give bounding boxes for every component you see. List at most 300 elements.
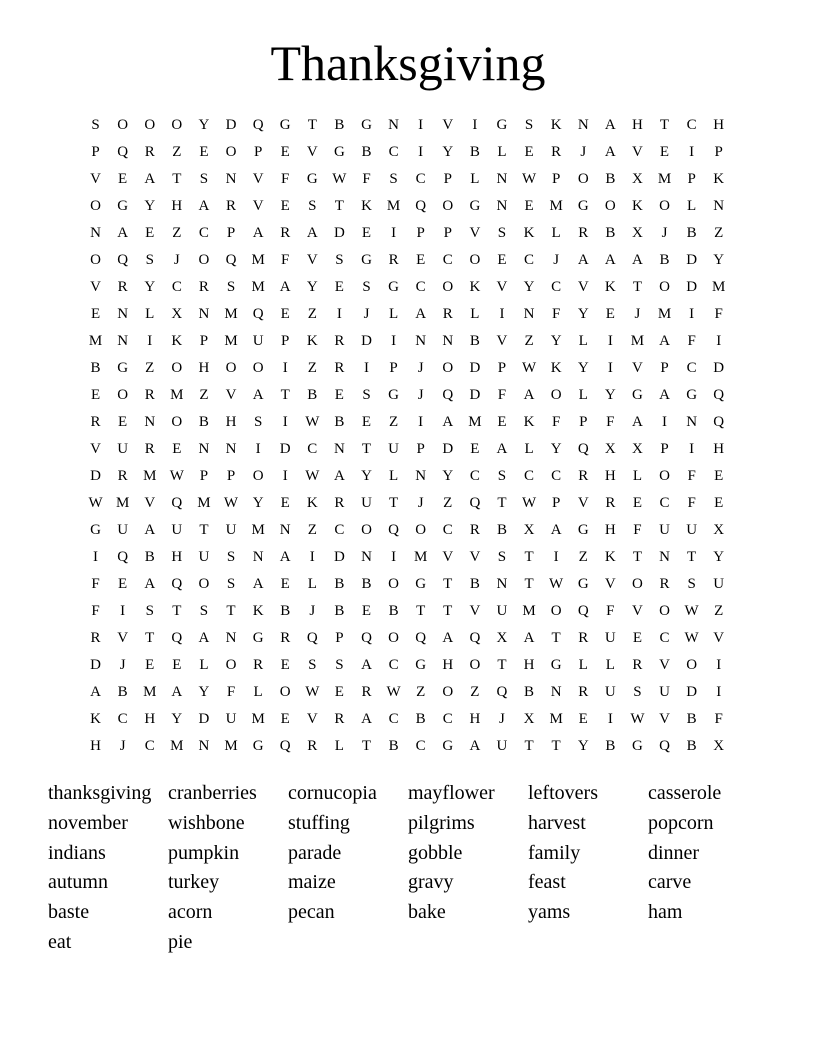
word-list [48, 778, 768, 957]
grid-letter: D [90, 468, 101, 484]
grid-letter: E [497, 414, 507, 430]
grid-letter: Z [416, 684, 426, 700]
grid-letter: C [334, 522, 345, 538]
grid-letter: D [686, 684, 698, 700]
grid-letter: U [225, 711, 237, 727]
grid-letter: V [442, 117, 454, 133]
grid-letter: X [523, 711, 535, 727]
grid-letter: S [335, 657, 344, 673]
grid-letter: E [118, 576, 128, 592]
grid-letter: O [252, 468, 264, 484]
grid-letter: J [417, 495, 424, 511]
grid-letter: Y [252, 495, 264, 511]
grid-letter: E [334, 684, 344, 700]
grid-letter: N [686, 414, 698, 430]
grid-letter: P [443, 171, 452, 187]
grid-letter: Q [279, 738, 291, 754]
grid-letter: R [144, 387, 155, 403]
grid-letter: J [499, 711, 505, 727]
grid-letter: J [580, 144, 587, 160]
grid-letter: M [224, 738, 238, 754]
grid-letter: L [307, 576, 317, 592]
grid-letter: Q [361, 630, 372, 646]
grid-letter: A [144, 576, 156, 592]
grid-letter: C [415, 738, 426, 754]
grid-letter: A [523, 630, 535, 646]
grid-letter: A [144, 522, 156, 538]
grid-letter: O [388, 630, 399, 646]
grid-letter: P [416, 225, 425, 241]
grid-letter: I [93, 549, 99, 565]
grid-letter: C [659, 630, 670, 646]
grid-letter: P [253, 144, 263, 160]
grid-letter: R [90, 630, 101, 646]
grid-letter: A [632, 252, 643, 268]
grid-letter: D [198, 711, 210, 727]
grid-letter: M [143, 684, 157, 700]
grid-row [82, 409, 732, 436]
grid-letter: A [117, 225, 129, 241]
grid-letter: V [90, 279, 101, 295]
grid-letter: V [90, 171, 101, 187]
grid-row [82, 274, 732, 301]
grid-letter: A [577, 252, 589, 268]
grid-letter: X [713, 522, 725, 538]
grid-letter: E [280, 306, 290, 322]
grid-letter: V [117, 630, 129, 646]
grid-letter: N [577, 117, 589, 133]
grid-letter: N [117, 333, 129, 349]
grid-letter: B [361, 576, 372, 592]
grid-letter: O [252, 360, 264, 376]
grid-letter: H [198, 360, 210, 376]
grid-letter: P [416, 441, 425, 457]
grid-letter: E [361, 414, 372, 430]
grid-letter: V [632, 144, 643, 160]
grid-letter: F [281, 252, 290, 268]
grid-letter: L [524, 441, 534, 457]
grid-letter: L [388, 306, 399, 322]
grid-letter: C [686, 117, 697, 133]
grid-row [82, 679, 732, 706]
grid-letter: G [333, 144, 345, 160]
grid-letter: Z [578, 549, 588, 565]
grid-letter: Y [577, 306, 589, 322]
grid-letter: P [335, 630, 344, 646]
word-list-item: autumn [48, 871, 108, 894]
grid-letter: I [391, 225, 397, 241]
grid-letter: I [716, 333, 722, 349]
grid-letter: M [251, 711, 265, 727]
grid-letter: E [334, 279, 344, 295]
grid-letter: A [252, 387, 264, 403]
grid-letter: V [496, 279, 508, 295]
word-list-item: feast [528, 871, 566, 894]
grid-letter: U [361, 495, 372, 511]
grid-letter: V [604, 576, 616, 592]
grid-letter: G [577, 198, 589, 214]
grid-letter: R [280, 630, 291, 646]
grid-letter: G [388, 387, 399, 403]
grid-letter: K [469, 279, 481, 295]
grid-letter: M [549, 711, 563, 727]
grid-row [82, 382, 732, 409]
grid-letter: N [415, 333, 427, 349]
grid-letter: X [604, 441, 616, 457]
grid-letter: D [442, 441, 454, 457]
grid-letter: T [524, 738, 534, 754]
grid-letter: N [198, 306, 210, 322]
grid-letter: F [714, 711, 723, 727]
grid-letter: Q [659, 738, 670, 754]
grid-letter: B [659, 252, 670, 268]
grid-letter: X [496, 630, 508, 646]
grid-letter: Q [469, 630, 481, 646]
grid-letter: E [714, 495, 724, 511]
grid-letter: D [333, 549, 345, 565]
grid-letter: V [577, 495, 589, 511]
grid-letter: K [550, 117, 562, 133]
grid-letter: A [632, 414, 643, 430]
grid-letter: A [604, 144, 616, 160]
grid-letter: E [118, 171, 128, 187]
grid-letter: B [605, 171, 616, 187]
grid-letter: X [713, 738, 725, 754]
grid-letter: E [280, 576, 290, 592]
grid-letter: E [280, 198, 290, 214]
grid-letter: D [686, 252, 698, 268]
grid-letter: M [115, 495, 130, 511]
grid-letter: P [714, 144, 723, 160]
grid-letter: L [199, 657, 209, 673]
grid-letter: E [605, 306, 615, 322]
grid-letter: Z [145, 360, 155, 376]
grid-letter: D [713, 360, 725, 376]
word-list-item: parade [288, 841, 342, 864]
grid-letter: M [224, 306, 238, 322]
grid-letter: N [550, 684, 562, 700]
grid-letter: T [172, 171, 182, 187]
grid-letter: P [660, 441, 669, 457]
grid-letter: L [470, 171, 480, 187]
grid-letter: I [282, 468, 288, 484]
grid-letter: N [225, 171, 237, 187]
grid-letter: B [388, 738, 399, 754]
grid-letter: B [307, 387, 318, 403]
grid-letter: Q [577, 603, 589, 619]
grid-letter: E [172, 441, 182, 457]
grid-letter: M [522, 603, 536, 619]
word-list-item: pumpkin [168, 841, 240, 864]
grid-letter: O [550, 603, 562, 619]
grid-letter: X [171, 306, 183, 322]
grid-letter: B [469, 333, 480, 349]
grid-letter: F [633, 522, 642, 538]
word-list-item: baste [48, 901, 90, 924]
grid-letter: I [716, 684, 722, 700]
grid-letter: G [361, 117, 372, 133]
grid-letter: S [497, 549, 507, 565]
grid-letter: K [632, 198, 643, 214]
grid-letter: U [604, 630, 616, 646]
grid-letter: Y [550, 333, 562, 349]
grid-letter: A [659, 387, 670, 403]
grid-letter: J [634, 306, 641, 322]
grid-letter: Y [577, 738, 589, 754]
grid-letter: N [415, 468, 427, 484]
grid-letter: Q [225, 252, 237, 268]
grid-letter: J [173, 252, 180, 268]
grid-letter: N [496, 576, 508, 592]
grid-letter: H [469, 711, 481, 727]
grid-letter: T [388, 495, 399, 511]
grid-letter: T [524, 549, 534, 565]
grid-letter: X [632, 171, 643, 187]
grid-letter: V [469, 549, 481, 565]
grid-letter: B [469, 144, 480, 160]
grid-letter: A [333, 468, 345, 484]
grid-letter: E [632, 495, 642, 511]
grid-letter: I [689, 144, 695, 160]
grid-letter: M [468, 414, 482, 430]
grid-letter: B [334, 117, 345, 133]
grid-letter: E [470, 441, 480, 457]
grid-letter: X [632, 225, 643, 241]
grid-letter: Z [470, 684, 480, 700]
grid-letter: N [198, 738, 210, 754]
grid-letter: A [252, 225, 264, 241]
grid-letter: T [416, 603, 426, 619]
grid-letter: E [361, 603, 372, 619]
grid-letter: F [91, 576, 100, 592]
grid-letter: S [362, 279, 371, 295]
grid-letter: H [604, 468, 616, 484]
grid-letter: O [415, 522, 427, 538]
grid-letter: F [226, 684, 236, 700]
grid-letter: Z [524, 333, 534, 349]
word-list-item: maize [288, 871, 336, 894]
grid-letter: C [415, 279, 426, 295]
grid-letter: U [252, 333, 264, 349]
grid-letter: A [90, 684, 101, 700]
grid-letter: Q [306, 630, 318, 646]
grid-letter: K [523, 414, 535, 430]
grid-letter: U [713, 576, 725, 592]
grid-letter: Q [496, 684, 508, 700]
grid-letter: Z [714, 603, 724, 619]
grid-letter: T [551, 630, 561, 646]
grid-letter: O [442, 684, 454, 700]
grid-letter: O [469, 657, 481, 673]
grid-letter: F [606, 414, 615, 430]
grid-letter: C [686, 360, 697, 376]
grid-letter: R [334, 711, 345, 727]
grid-letter: E [714, 468, 724, 484]
grid-letter: U [496, 603, 508, 619]
grid-letter: Z [172, 225, 182, 241]
grid-letter: T [551, 738, 561, 754]
grid-letter: A [252, 576, 264, 592]
grid-letter: E [659, 144, 670, 160]
grid-letter: Y [577, 360, 589, 376]
grid-row [82, 355, 732, 382]
grid-row [82, 436, 732, 463]
grid-letter: P [497, 360, 507, 376]
grid-letter: D [686, 279, 698, 295]
grid-letter: C [117, 711, 128, 727]
grid-letter: L [145, 306, 155, 322]
grid-letter: X [632, 441, 643, 457]
grid-letter: F [606, 603, 615, 619]
grid-letter: F [551, 414, 561, 430]
grid-letter: I [363, 360, 369, 376]
grid-letter: L [388, 468, 399, 484]
grid-letter: I [607, 333, 613, 349]
grid-letter: J [417, 387, 424, 403]
grid-letter: W [521, 360, 537, 376]
grid-letter: I [336, 306, 342, 322]
grid-letter: M [224, 333, 238, 349]
grid-letter: R [388, 252, 399, 268]
grid-letter: T [307, 117, 317, 133]
grid-letter: A [198, 630, 210, 646]
grid-letter: E [578, 711, 588, 727]
grid-letter: B [686, 738, 697, 754]
word-list-item: gobble [408, 841, 463, 864]
word-list-item: wishbone [168, 811, 245, 834]
grid-letter: A [604, 252, 616, 268]
grid-letter: T [443, 603, 453, 619]
grid-letter: O [686, 657, 698, 673]
grid-letter: A [306, 225, 318, 241]
grid-letter: P [199, 468, 209, 484]
grid-letter: G [632, 738, 643, 754]
word-list-item: harvest [528, 811, 586, 834]
grid-letter: B [90, 360, 101, 376]
grid-letter: T [226, 603, 236, 619]
grid-letter: N [252, 549, 264, 565]
grid-letter: O [198, 252, 210, 268]
grid-letter: S [226, 576, 236, 592]
grid-letter: M [251, 279, 265, 295]
grid-letter: O [442, 279, 454, 295]
grid-letter: R [334, 360, 345, 376]
grid-letter: A [279, 279, 291, 295]
grid-letter: N [496, 171, 508, 187]
grid-letter: I [607, 360, 613, 376]
grid-letter: I [309, 549, 315, 565]
grid-letter: O [659, 603, 670, 619]
grid-letter: I [120, 603, 126, 619]
grid-letter: O [632, 576, 643, 592]
grid-letter: O [198, 576, 210, 592]
grid-letter: I [418, 144, 424, 160]
grid-letter: F [687, 495, 696, 511]
grid-letter: Z [199, 387, 209, 403]
grid-letter: M [386, 198, 401, 214]
grid-letter: B [469, 576, 480, 592]
grid-letter: N [117, 306, 129, 322]
grid-letter: P [226, 225, 236, 241]
grid-letter: M [657, 306, 672, 322]
grid-letter: V [252, 198, 264, 214]
grid-letter: J [553, 252, 560, 268]
grid-row [82, 571, 732, 598]
grid-letter: V [632, 603, 643, 619]
grid-row [82, 139, 732, 166]
grid-letter: Y [442, 144, 454, 160]
grid-letter: D [333, 225, 345, 241]
grid-row [82, 247, 732, 274]
grid-letter: K [604, 549, 616, 565]
grid-letter: W [549, 576, 564, 592]
grid-letter: O [90, 252, 101, 268]
grid-letter: J [661, 225, 668, 241]
grid-letter: Q [117, 549, 129, 565]
grid-letter: E [280, 711, 290, 727]
grid-letter: O [225, 657, 237, 673]
grid-letter: Q [469, 495, 481, 511]
grid-letter: C [551, 279, 562, 295]
grid-row [82, 517, 732, 544]
grid-letter: I [553, 549, 559, 565]
grid-letter: E [524, 198, 534, 214]
grid-letter: U [117, 441, 129, 457]
grid-letter: Y [550, 441, 562, 457]
grid-letter: O [225, 360, 237, 376]
grid-letter: U [171, 522, 183, 538]
grid-letter: Y [198, 684, 210, 700]
grid-letter: W [332, 171, 347, 187]
grid-letter: Q [442, 387, 454, 403]
word-list-item: indians [48, 841, 106, 864]
grid-letter: G [415, 576, 427, 592]
grid-letter: O [659, 468, 670, 484]
grid-letter: J [119, 657, 126, 673]
grid-letter: B [524, 684, 535, 700]
grid-letter: G [577, 522, 589, 538]
grid-letter: P [579, 414, 588, 430]
grid-letter: N [659, 549, 670, 565]
grid-letter: H [604, 522, 616, 538]
grid-letter: V [225, 387, 237, 403]
grid-row [82, 220, 732, 247]
grid-letter: V [469, 603, 481, 619]
grid-letter: U [659, 522, 670, 538]
grid-letter: Y [198, 117, 210, 133]
grid-letter: S [308, 198, 317, 214]
grid-letter: T [632, 279, 642, 295]
grid-letter: Z [172, 144, 182, 160]
grid-letter: B [334, 603, 345, 619]
grid-letter: W [305, 414, 320, 430]
grid-letter: N [523, 306, 535, 322]
grid-letter: T [497, 657, 507, 673]
grid-letter: O [659, 279, 670, 295]
grid-letter: W [521, 171, 537, 187]
grid-letter: Q [117, 144, 129, 160]
grid-letter: P [91, 144, 100, 160]
grid-letter: G [469, 198, 481, 214]
grid-letter: G [577, 576, 589, 592]
grid-letter: J [309, 603, 316, 619]
grid-letter: T [199, 522, 209, 538]
grid-letter: O [550, 387, 562, 403]
grid-letter: R [469, 522, 480, 538]
grid-letter: N [198, 441, 210, 457]
grid-letter: V [659, 657, 670, 673]
grid-letter: E [280, 657, 290, 673]
